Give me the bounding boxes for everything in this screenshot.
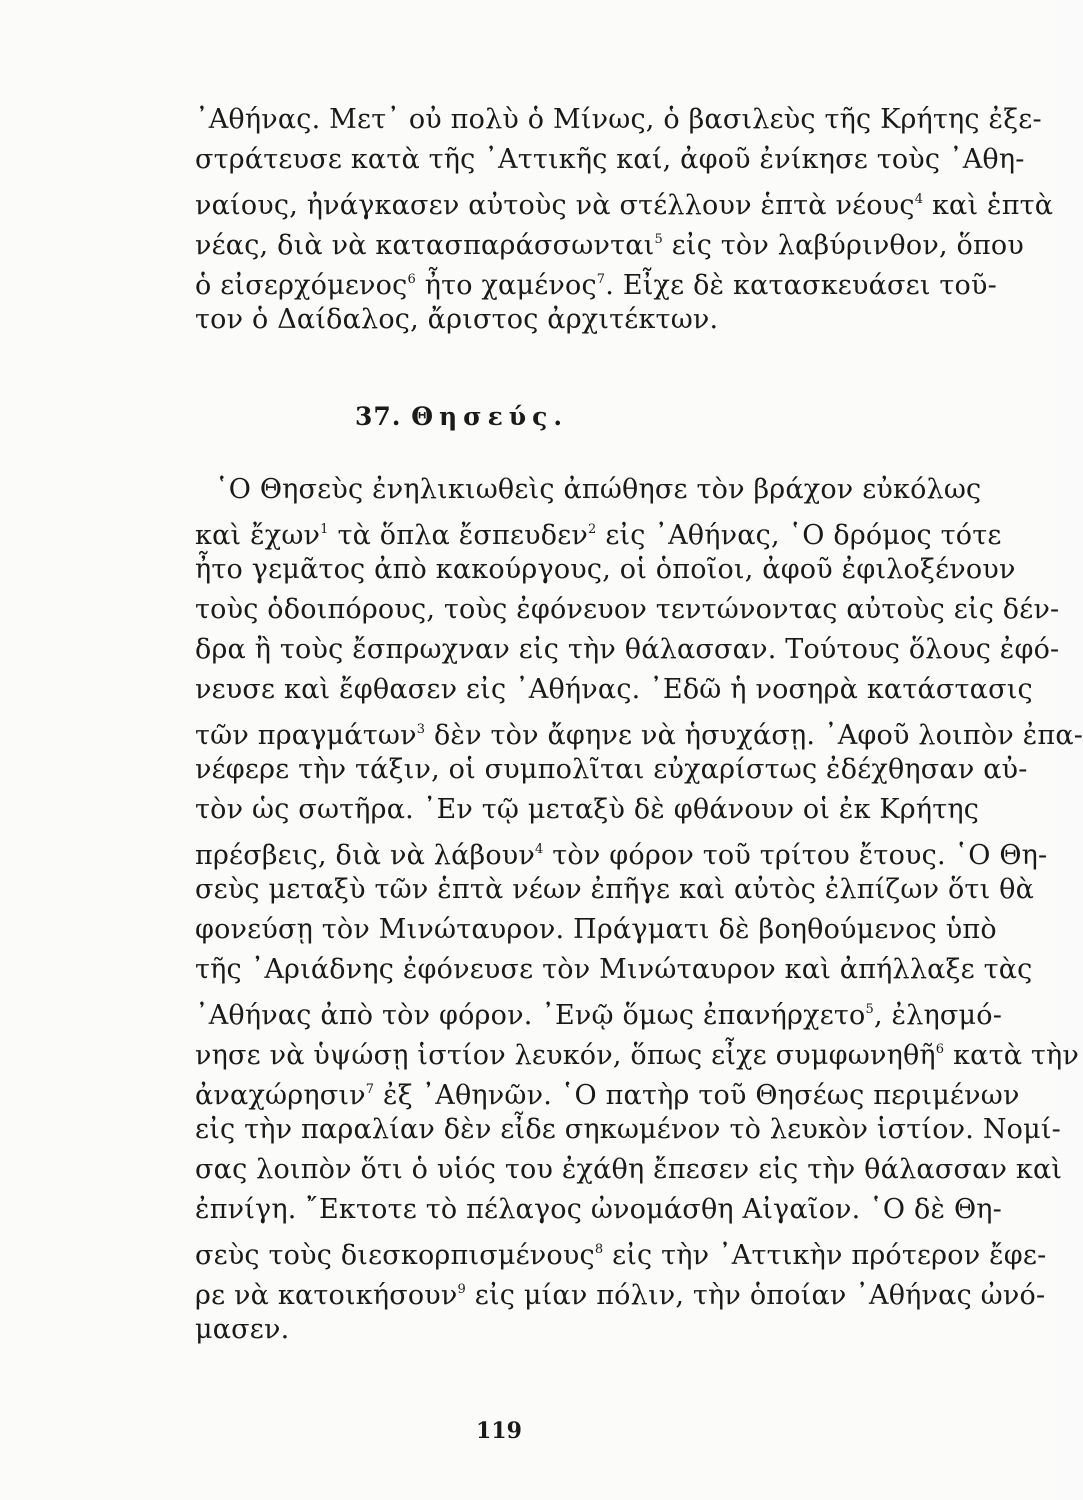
text-line: τοὺς ὁδοιπόρους, τοὺς ἐφόνευον τεντώνοντας αὐτοὺς εἰς δέν-: [195, 594, 1060, 625]
text-span: , ἐλησμό-: [873, 1000, 1003, 1031]
text-line: τῆς ᾿Αριάδνης ἐφόνευσε τὸν Μινώταυρον καὶ ἀπήλλαξε τὰς: [195, 954, 1033, 985]
text-span: πρέσβεις, διὰ νὰ λάβουν: [195, 840, 536, 871]
footnote-marker: 7: [365, 1082, 375, 1097]
text-span: ἦτο χαμένος: [415, 270, 597, 301]
footnote-marker: 6: [935, 1042, 945, 1057]
footnote-marker: 5: [654, 232, 663, 247]
text-line: ἐπνίγη. ῎Εκτοτε τὸ πέλαγος ὠνομάσθη Αἰγαῖον. ῾Ο δὲ Θη-: [195, 1194, 1003, 1225]
footnote-marker: 2: [588, 522, 597, 537]
text-span: νέας, διὰ νὰ κατασπαράσσωνται: [195, 230, 655, 261]
footnote-marker: 8: [594, 1242, 604, 1257]
text-line: νευσε καὶ ἔφθασεν εἰς ᾿Αθήνας. ᾿Εδῶ ἡ νοσηρὰ κατάστασις: [195, 674, 1033, 705]
footnote-marker: 7: [596, 272, 606, 287]
text-line: φονεύσῃ τὸν Μινώταυρον. Πράγματι δὲ βοηθούμενος ὑπὸ: [195, 914, 997, 945]
text-line: [195, 1270, 1045, 1316]
text-line: ῾Ο Θησεὺς ἐνηλικιωθεὶς ἀπώθησε τὸν βράχον εὐκόλως: [215, 474, 982, 505]
text-span: ᾿Αθήνας ἀπὸ τὸν φόρον. ᾿Ενῷ ὅμως ἐπανήρχετο: [195, 1000, 866, 1031]
footnote-marker: 3: [416, 722, 426, 737]
text-span: ἀναχώρησιν: [195, 1080, 366, 1111]
text-span: εἰς τὴν ᾿Αττικὴν πρότερον ἔφε-: [603, 1240, 1047, 1271]
text-span: ρε νὰ κατοικήσουν: [195, 1280, 458, 1311]
text-line: ἦτο γεμᾶτος ἀπὸ κακούργους, οἱ ὁποῖοι, ἀφοῦ ἐφιλοξένουν: [195, 554, 1016, 585]
text-line: σεὺς μεταξὺ τῶν ἑπτὰ νέων ἐπῆγε καὶ αὐτὸς ἐλπίζων ὅτι θὰ: [195, 874, 1035, 905]
text-line: νέφερε τὴν τάξιν, οἱ συμπολῖται εὐχαρίστως ἐδέχθησαν αὐ-: [195, 754, 1028, 785]
text-line: ᾿Αθήνας. Μετ᾿ οὐ πολὺ ὁ Μίνως, ὁ βασιλεὺς τῆς Κρήτης ἐξε-: [195, 104, 1042, 135]
text-span: δὲν τὸν ἄφηνε νὰ ἡσυχάσῃ. ᾿Αφοῦ λοιπὸν ἐπα-: [425, 720, 1083, 751]
footnote-marker: 5: [865, 1002, 874, 1017]
text-line: τον ὁ Δαίδαλος, ἄριστος ἀρχιτέκτων.: [195, 304, 719, 335]
text-span: εἰς ᾿Αθήνας, ῾Ο δρόμος τότε: [596, 520, 1002, 551]
section-number: 37.: [355, 402, 402, 431]
text-line: στράτευσε κατὰ τῆς ᾿Αττικῆς καί, ἀφοῦ ἐνίκησε τοὺς ᾿Αθη-: [195, 144, 1025, 175]
text-line: δρα ἢ τοὺς ἔσπρωχναν εἰς τὴν θάλασσαν. Τούτους ὅλους ἐφό-: [195, 634, 1060, 665]
section-heading: [355, 402, 568, 431]
text-span: σεὺς τοὺς διεσκορπισμένους: [195, 1240, 595, 1271]
text-line: εἰς τὴν παραλίαν δὲν εἶδε σηκωμένον τὸ λευκὸν ἱστίον. Νομί-: [195, 1114, 1061, 1145]
text-span: ναίους, ἠνάγκασεν αὐτοὺς νὰ στέλλουν ἑπτὰ νέους: [195, 190, 915, 221]
text-span: καὶ ἑπτὰ: [923, 190, 1054, 221]
text-span: ἐξ ᾿Αθηνῶν. ῾Ο πατὴρ τοῦ Θησέως περιμένων: [374, 1080, 1020, 1111]
footnote-marker: 1: [320, 522, 329, 537]
footnote-marker: 4: [914, 192, 924, 207]
text-span: εἰς τὸν λαβύρινθον, ὅπου: [662, 230, 1024, 261]
page-number: 119: [476, 1418, 522, 1444]
text-span: τὰ ὅπλα ἔσπευδεν: [328, 520, 589, 551]
text-span: τὸν φόρον τοῦ τρίτου ἔτους. ῾Ο Θη-: [543, 840, 1048, 871]
footnote-marker: 4: [535, 842, 544, 857]
text-line: μασεν.: [195, 1314, 290, 1345]
text-span: νησε νὰ ὑψώσῃ ἱστίον λευκόν, ὅπως εἶχε συμφωνηθῆ: [195, 1040, 936, 1071]
text-span: κατὰ τὴν: [944, 1040, 1080, 1071]
footnote-marker: 6: [407, 272, 416, 287]
footnote-marker: 9: [457, 1282, 467, 1297]
text-span: . Εἶχε δὲ κατασκευάσει τοῦ-: [605, 270, 997, 301]
text-line: τὸν ὡς σωτῆρα. ᾿Εν τῷ μεταξὺ δὲ φθάνουν οἱ ἐκ Κρήτης: [195, 794, 980, 825]
text-span: καὶ ἔχων: [195, 520, 321, 551]
text-span: τῶν πραγμάτων: [195, 720, 417, 751]
text-line: σας λοιπὸν ὅτι ὁ υἱός του ἐχάθη ἔπεσεν εἰς τὴν θάλασσαν καὶ: [195, 1154, 1063, 1185]
text-span: εἰς μίαν πόλιν, τὴν ὁποίαν ᾿Αθήνας ὠνό-: [466, 1280, 1046, 1311]
section-title: Θησεύς.: [411, 402, 569, 431]
text-span: ὁ εἰσερχόμενος: [195, 270, 408, 301]
